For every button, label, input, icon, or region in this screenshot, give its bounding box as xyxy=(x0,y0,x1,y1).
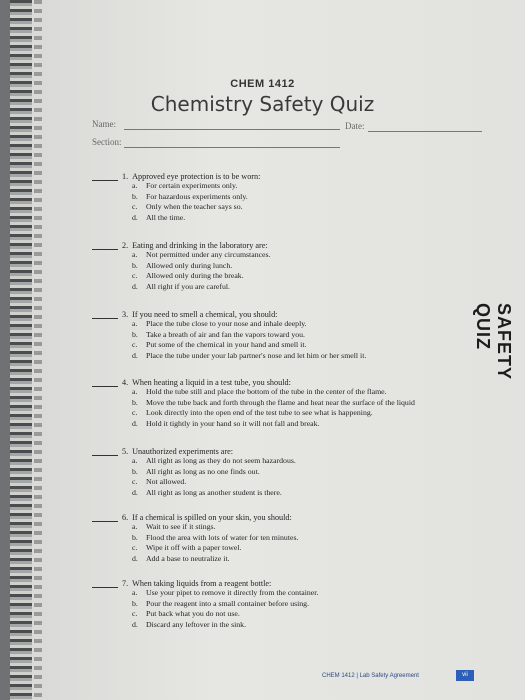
option-a: a. Place the tube close to your nose and inhale deeply. xyxy=(132,319,307,328)
question-number: 1. xyxy=(122,172,129,181)
answer-blank[interactable] xyxy=(92,587,118,588)
question-number: 4. xyxy=(122,378,129,387)
option-d: d. Add a base to neutralize it. xyxy=(132,553,230,563)
option-c: c. Allowed only during the break. xyxy=(132,271,244,281)
question-text: If you need to smell a chemical, you should: xyxy=(132,310,278,319)
question-text: When heating a liquid in a test tube, you should: xyxy=(132,378,291,387)
option-c: c. Put back what you do not use. xyxy=(132,609,240,619)
date-field[interactable] xyxy=(368,131,482,132)
option-a: a. Not permitted under any circumstances. xyxy=(132,250,271,259)
option-a: a. Use your pipet to remove it directly from the container. xyxy=(132,588,319,597)
option-b: b. Flood the area with lots of water for ten minutes. xyxy=(132,532,299,542)
page-number: vii xyxy=(456,670,474,681)
option-b: b. Move the tube back and forth through the flame and heat near the surface of the liquid xyxy=(132,397,415,407)
option-b: b. Take a breath of air and fan the vapors toward you. xyxy=(132,329,306,339)
side-tab-label: SAFETY QUIZ xyxy=(473,303,514,380)
footer-text: CHEM 1412 | Lab Safety Agreement xyxy=(322,673,419,679)
question-text: When taking liquids from a reagent bottle: xyxy=(132,579,272,588)
option-d: d. All right if you are careful. xyxy=(132,281,230,291)
option-d: d. Discard any leftover in the sink. xyxy=(132,619,247,629)
question-number: 7. xyxy=(122,579,129,588)
name-label: Name: xyxy=(92,119,116,129)
page-title: Chemistry Safety Quiz xyxy=(150,92,375,116)
question-number: 5. xyxy=(122,447,129,456)
option-d: d. Place the tube under your lab partner's nose and let him or her smell it. xyxy=(132,350,367,360)
option-a: a. Wait to see if it stings. xyxy=(132,522,216,531)
option-b: b. Pour the reagent into a small container before using. xyxy=(132,598,310,608)
option-c: c. Only when the teacher says so. xyxy=(132,202,243,212)
question-7 xyxy=(92,577,482,630)
section-label: Section: xyxy=(92,137,122,147)
question-number: 2. xyxy=(122,241,129,250)
answer-blank[interactable] xyxy=(92,386,118,387)
section-field[interactable] xyxy=(124,147,340,148)
question-text: Eating and drinking in the laboratory are: xyxy=(132,241,268,250)
question-number: 6. xyxy=(122,513,129,522)
option-b: b. All right as long as no one finds out. xyxy=(132,466,260,476)
option-a: a. All right as long as they do not seem hazardous. xyxy=(132,456,296,465)
option-d: d. Hold it tightly in your hand so it will not fall and break. xyxy=(132,418,320,428)
option-c: c. Put some of the chemical in your hand and smell it. xyxy=(132,340,307,350)
date-label: Date: xyxy=(345,121,365,131)
answer-blank[interactable] xyxy=(92,318,118,319)
question-4 xyxy=(92,376,482,429)
answer-blank[interactable] xyxy=(92,249,118,250)
question-3 xyxy=(92,308,482,361)
course-code: CHEM 1412 xyxy=(230,78,295,90)
question-text: Unauthorized experiments are: xyxy=(132,447,234,456)
answer-blank[interactable] xyxy=(92,180,118,181)
question-2 xyxy=(92,239,482,292)
option-c: c. Wipe it off with a paper towel. xyxy=(132,543,242,553)
option-a: a. For certain experiments only. xyxy=(132,181,238,190)
name-field[interactable] xyxy=(124,129,340,130)
option-a: a. Hold the tube still and place the bottom of the tube in the center of the flame. xyxy=(132,387,387,396)
answer-blank[interactable] xyxy=(92,455,118,456)
answer-blank[interactable] xyxy=(92,521,118,522)
question-number: 3. xyxy=(122,310,129,319)
option-d: d. All right as long as another student is there. xyxy=(132,487,282,497)
option-b: b. Allowed only during lunch. xyxy=(132,260,233,270)
question-text: If a chemical is spilled on your skin, you should: xyxy=(132,513,292,522)
option-d: d. All the time. xyxy=(132,212,186,222)
option-c: c. Look directly into the open end of the test tube to see what is happening. xyxy=(132,408,373,418)
question-6 xyxy=(92,511,482,564)
question-1 xyxy=(92,170,482,223)
option-b: b. For hazardous experiments only. xyxy=(132,191,248,201)
question-text: Approved eye protection is to be worn: xyxy=(132,172,261,181)
option-c: c. Not allowed. xyxy=(132,477,187,487)
question-5 xyxy=(92,445,482,498)
